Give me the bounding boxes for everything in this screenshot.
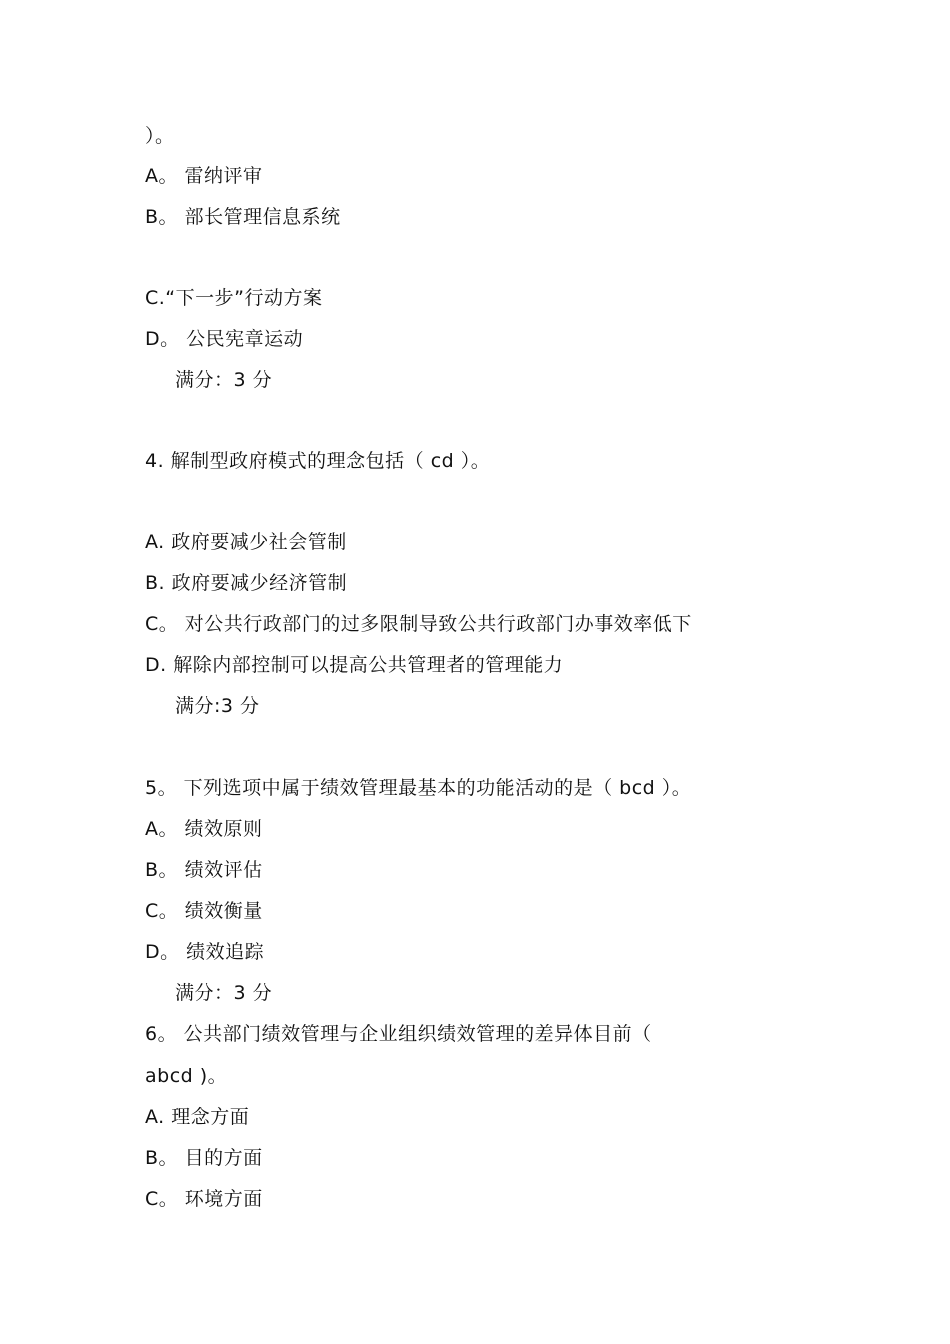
q3-option-a: A。 雷纳评审 [145,165,263,187]
q6-option-a: A. 理念方面 [145,1106,250,1128]
q4-score: 满分:3 分 [175,695,260,717]
q3-option-c: C.“下一步”行动方案 [145,287,323,309]
q4-option-b: B. 政府要减少经济管制 [145,572,348,594]
question-4: 4. 解制型政府模式的理念包括（ cd ）。 [145,450,491,472]
question-5: 5。 下列选项中属于绩效管理最基本的功能活动的是（ bcd ）。 [145,777,692,799]
q3-option-d: D。 公民宪章运动 [145,328,304,350]
q4-option-c: C。 对公共行政部门的过多限制导致公共行政部门办事效率低下 [145,613,692,635]
q5-score: 满分：3 分 [175,982,273,1004]
q4-option-d: D. 解除内部控制可以提高公共管理者的管理能力 [145,654,564,676]
q4-option-a: A. 政府要减少社会管制 [145,531,347,553]
q6-option-c: C。 环境方面 [145,1188,263,1210]
q5-option-c: C。 绩效衡量 [145,900,263,922]
q3-score: 满分：3 分 [175,369,273,391]
q3-option-b: B。 部长管理信息系统 [145,206,341,228]
q5-option-d: D。 绩效追踪 [145,941,265,963]
question-6: 6。 公共部门绩效管理与企业组织绩效管理的差异体目前（ [145,1023,652,1045]
question-6-answer: abcd )。 [145,1065,228,1087]
question-3-closing: ）。 [145,125,175,147]
q5-option-b: B。 绩效评估 [145,859,263,881]
q6-option-b: B。 目的方面 [145,1147,263,1169]
q5-option-a: A。 绩效原则 [145,818,263,840]
